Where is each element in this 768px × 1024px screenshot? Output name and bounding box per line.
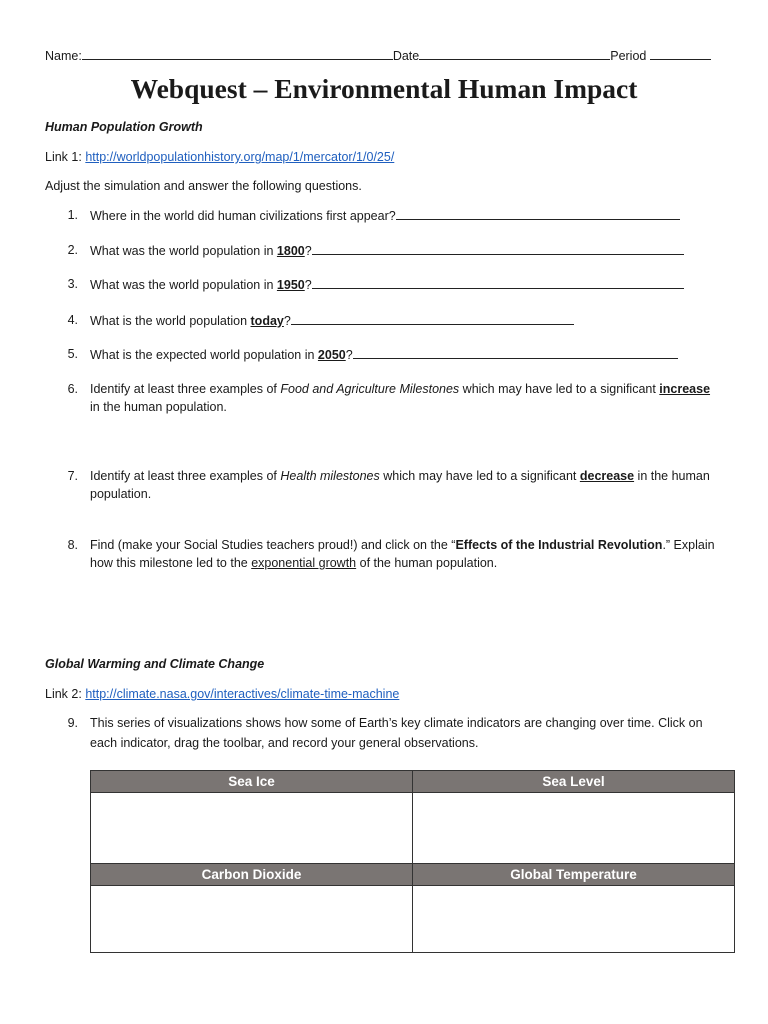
name-blank[interactable] [82,46,393,60]
date-label: Date [392,49,420,63]
question-8-post: .” Explain [662,538,715,552]
question-4-text: What is the world population [90,314,251,328]
answer-3-blank[interactable] [312,275,684,289]
page-title: Webquest – Environmental Human Impact [130,73,638,104]
question-3-mark: ? [304,278,312,292]
question-3-year: 1950 [276,278,305,292]
question-7-number: 7. [67,469,78,483]
question-5-text: What is the expected world population in [90,348,318,362]
cell-global-temperature[interactable] [413,886,735,953]
question-6-number: 6. [67,382,78,396]
section-heading-population: Human Population Growth [45,120,203,134]
question-7-italic: Health milestones [280,469,380,483]
question-7-line-2: population. [90,487,152,501]
question-7-line-1 [90,467,710,485]
question-4 [90,311,574,330]
header-sea-level: Sea Level [413,771,735,793]
question-8-text: Find (make your Social Studies teachers proud!) and click on the “ [90,538,456,552]
question-2 [90,241,684,260]
question-6-mid: which may have led to a significant [459,382,660,396]
question-3-number: 3. [67,277,78,291]
question-3-text: What was the world population in [90,278,277,292]
answer-1-blank[interactable] [396,206,680,220]
answer-5-blank[interactable] [353,345,678,359]
question-2-text: What was the world population in [90,244,277,258]
question-5-mark: ? [345,348,353,362]
question-7-text: Identify at least three examples of [90,469,281,483]
question-8-number: 8. [67,538,78,552]
header-global-temperature: Global Temperature [413,864,735,886]
link-2-url[interactable]: http://climate.nasa.gov/interactives/climate-time-machine [85,687,400,701]
question-2-mark: ? [304,244,312,258]
date-blank[interactable] [419,46,610,60]
question-1-text: Where in the world did human civilizations first appear? [90,209,396,223]
question-8-bold: Effects of the Industrial Revolution [455,538,663,552]
question-9-line-1: This series of visualizations shows how some of Earth’s key climate indicators are changing over time. Click on [90,716,703,730]
question-6-italic: Food and Agriculture Milestones [280,382,460,396]
question-8-line-2-pre: how this milestone led to the [90,556,252,570]
section-heading-climate: Global Warming and Climate Change [45,657,265,671]
question-5-number: 5. [67,347,78,361]
instructions: Adjust the simulation and answer the following questions. [45,179,362,193]
question-6-line-1 [90,380,710,398]
question-7-emph: decrease [579,469,635,483]
name-label: Name: [45,49,82,63]
question-1 [90,206,680,225]
question-8-line-2 [90,554,497,572]
question-4-mark: ? [283,314,291,328]
question-2-year: 1800 [276,244,305,258]
question-9-line-2: each indicator, drag the toolbar, and record your general observations. [90,736,479,750]
question-6-text: Identify at least three examples of [90,382,281,396]
question-6-emph: increase [659,382,711,396]
cell-sea-level[interactable] [413,793,735,864]
link-1-label: Link 1: [45,150,82,164]
question-5 [90,345,678,364]
cell-sea-ice[interactable] [91,793,413,864]
link-1-line [45,148,394,166]
question-2-number: 2. [67,243,78,257]
question-8-line-2-post: of the human population. [356,556,498,570]
link-1-url[interactable]: http://worldpopulationhistory.org/map/1/mercator/1/0/25/ [85,150,395,164]
question-5-year: 2050 [317,348,346,362]
question-7-post: in the human [634,469,710,483]
header-carbon-dioxide: Carbon Dioxide [91,864,413,886]
header-line [45,46,711,65]
question-4-emph: today [250,314,284,328]
question-4-number: 4. [67,313,78,327]
question-8-underline: exponential growth [251,556,357,570]
period-label: Period [610,49,647,63]
answer-4-blank[interactable] [291,311,574,325]
observation-table [90,770,735,953]
cell-carbon-dioxide[interactable] [91,886,413,953]
question-9-number: 9. [67,716,78,730]
link-2-label: Link 2: [45,687,82,701]
period-blank[interactable] [650,46,711,60]
question-8-line-1 [90,536,715,554]
question-6-line-2: in the human population. [90,400,227,414]
question-1-number: 1. [67,208,78,222]
header-sea-ice: Sea Ice [91,771,413,793]
question-3 [90,275,684,294]
question-7-mid: which may have led to a significant [379,469,580,483]
answer-2-blank[interactable] [312,241,684,255]
link-2-line [45,685,399,703]
